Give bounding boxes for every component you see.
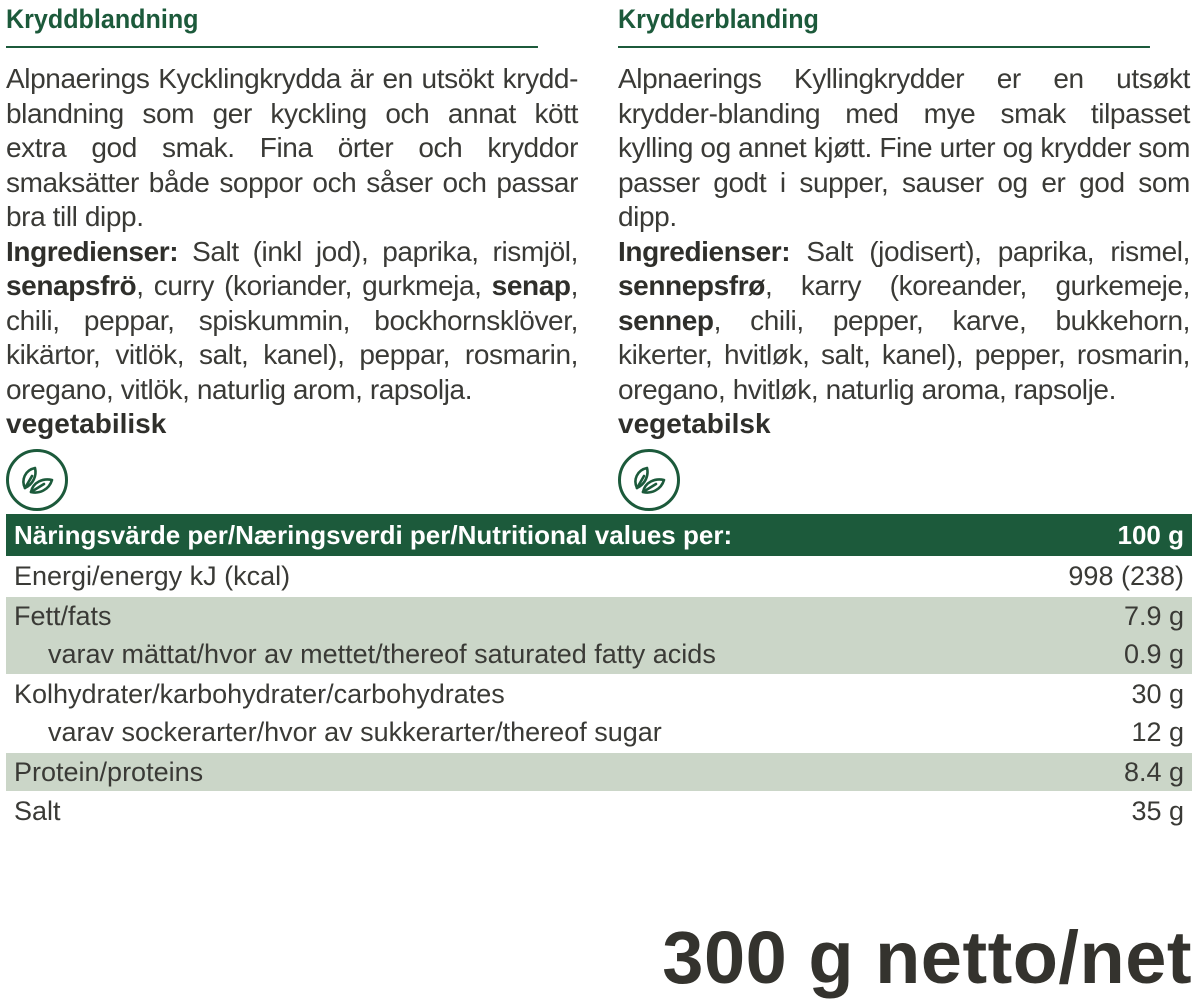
nutrition-group [6, 674, 1192, 752]
leaf-icon [6, 449, 68, 511]
description-text: Alpnaerings Kycklingkrydda är en utsökt krydd-blandning som ger kyckling och annat kött extra god smak. Fina örter och kryddor smaksätter både soppor och såser och passar bra till dipp. [6, 63, 578, 232]
allergen-text: senap [491, 270, 571, 301]
nutrient-label: varav sockerarter/hvor av sukkerarter/thereof sugar [48, 717, 662, 747]
allergen-text: sennep [618, 304, 714, 336]
nutrition-group [6, 556, 1192, 596]
vegetable-label: vegetabilisk [6, 408, 167, 439]
nutrient-value: 8.4 g [1123, 756, 1184, 787]
nutrition-group [6, 752, 1192, 792]
nutrient-value: 35 g [1131, 796, 1184, 826]
net-weight: 300 g netto/net [662, 916, 1192, 999]
nutrient-label: Kolhydrater/karbohydrater/carbohydrates [14, 678, 505, 709]
vegetable-label: vegetabilsk [618, 408, 771, 439]
nutrition-group [6, 791, 1192, 831]
ingredient-text: , curry (koriander, gurkmeja, [136, 270, 492, 301]
section-title-norwegian: Krydderblanding [618, 0, 1150, 48]
ingredient-text: Salt (inkl jod), paprika, rismjöl, [178, 235, 578, 267]
nutrition-body [6, 556, 1192, 831]
ingredients-label: Ingredienser: [6, 235, 179, 267]
nutrient-value: 7.9 g [1123, 600, 1184, 631]
ingredient-text: , chili, peppar, spiskummin, bockhornsklöver, kikärtor, vitlök, salt, kanel), peppar, rosmarin, oregano, vitlök, naturlig arom, rapsolja. [6, 270, 578, 405]
nutrient-label: Energi/energy kJ (kcal) [14, 561, 291, 591]
nutrition-header [6, 514, 1192, 556]
section-title-swedish: Kryddblandning [6, 0, 538, 48]
nutrition-row [6, 597, 1192, 636]
allergen-text: sennepsfrø [618, 270, 765, 301]
nutrition-header-label: Näringsvärde per/Næringsverdi per/Nutritional values per: [14, 519, 733, 550]
nutrient-label: Salt [14, 796, 61, 826]
description-norwegian [618, 62, 1190, 407]
nutrient-label: Protein/proteins [14, 756, 204, 787]
nutrition-row [6, 792, 1192, 831]
leaf-icon [618, 449, 680, 511]
nutrition-row [6, 675, 1192, 714]
nutrition-group [6, 596, 1192, 674]
nutrient-value: 998 (238) [1068, 561, 1184, 591]
norwegian-column [618, 0, 1190, 511]
nutrient-value: 12 g [1131, 717, 1184, 747]
ingredient-text: Salt (jodisert), paprika, rismel, [790, 235, 1190, 267]
nutrient-label: varav mättat/hvor av mettet/thereof saturated fatty acids [48, 639, 716, 669]
nutrition-row [6, 713, 1192, 752]
nutrient-value: 30 g [1131, 678, 1184, 709]
swedish-column [6, 0, 578, 511]
ingredient-text: , karry (koreander, gurkemeje, [764, 270, 1190, 301]
ingredient-text: , chili, pepper, karve, bukkehorn, kikerter, hvitløk, salt, kanel), pepper, rosmarin, oregano, hvitløk, naturlig aroma, rapsolje. [618, 304, 1190, 405]
ingredients-label: Ingredienser: [618, 235, 791, 267]
nutrition-row [6, 557, 1192, 596]
allergen-text: senapsfrö [6, 270, 137, 301]
nutrition-row [6, 753, 1192, 792]
nutrition-row [6, 635, 1192, 674]
nutrient-value: 0.9 g [1123, 639, 1184, 669]
description-swedish [6, 62, 578, 407]
nutrition-header-amount: 100 g [1117, 519, 1184, 550]
description-text: Alpnaerings Kyllingkrydder er en utsøkt krydder-blanding med mye smak tilpasset kylling og annet kjøtt. Fine urter og krydder som passer godt i supper, sauser og er god som dipp. [618, 63, 1190, 232]
nutrition-table [6, 514, 1192, 831]
nutrient-label: Fett/fats [14, 600, 112, 631]
